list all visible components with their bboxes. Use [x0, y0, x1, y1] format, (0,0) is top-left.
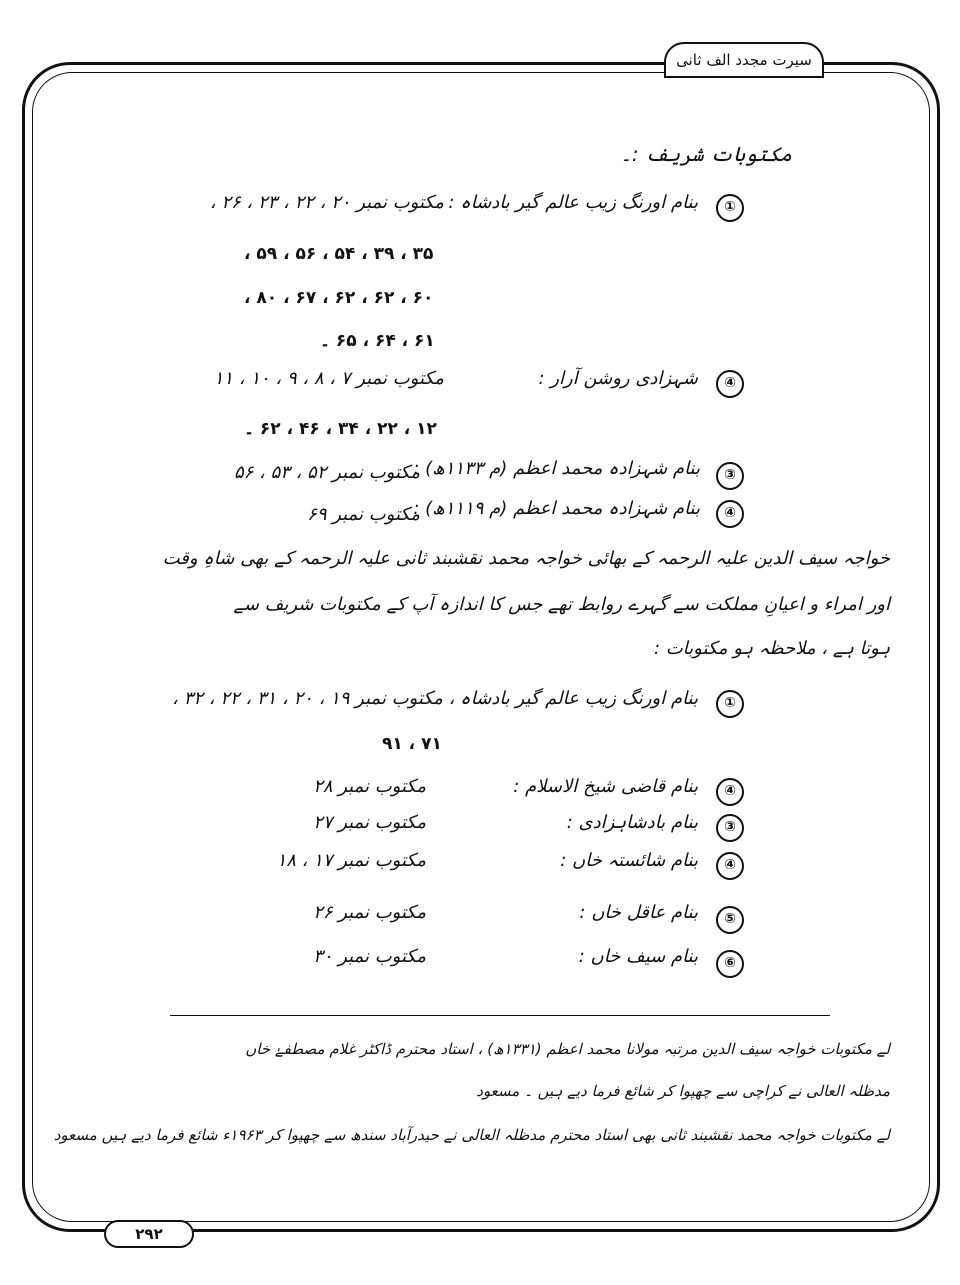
list2-num-1: ① — [716, 690, 744, 718]
paragraph-line-2: اور امراء و اعیانِ مملکت سے گہرے روابط تھے جس کا اندازہ آپ کے مکتوبات شریف سے — [233, 594, 890, 615]
list1-cont-2: ۶۰ ، ۶۲ ، ۶۲ ، ۶۷ ، ۸۰ ، — [244, 288, 434, 308]
list2-ref-5: مکتوب نمبر ۲۶ — [313, 902, 426, 923]
running-header-title: سیرت مجدد الف ثانی — [676, 51, 812, 69]
page-number — [104, 1220, 194, 1248]
footnote-2: لے مکتوبات خواجہ محمد نقشبند ثانی بھی استاد محترم مدظلہ العالی نے حیدرآباد سندھ سے چھپوا کر ۱۹۶۳ء شائع فرما دیے ہیں مسعود — [53, 1126, 890, 1144]
list1-cont-4: ۱۲ ، ۲۲ ، ۳۴ ، ۴۶ ، ۶۲ ۔ — [244, 419, 437, 439]
list2-label-1: بنام اورنگ زیب عالم گیر بادشاہ ، مکتوب نمبر ۱۹ ، ۲۰ ، ۳۱ ، ۲۲ ، ۳۲ ، — [172, 688, 698, 709]
list2-num-3: ③ — [716, 814, 744, 842]
footnote-divider — [170, 1015, 830, 1016]
list1-label-1: بنام اورنگ زیب عالم گیر بادشاہ : — [448, 192, 698, 213]
list1-num-2: ④ — [716, 370, 744, 398]
list2-label-2: بنام قاضی شیخ الاسلام : — [513, 776, 698, 797]
list1-ref-3: مکتوب نمبر ۵۲ ، ۵۳ ، ۵۶ — [233, 462, 420, 483]
footnote-1-line-2: مدظلہ العالی نے کراچی سے چھپوا کر شائع فرما دیے ہیں ۔ مسعود — [476, 1082, 890, 1100]
section-title: مکتوبات شریف :۔ — [620, 142, 792, 166]
page-number-text: ۲۹۲ — [135, 1225, 163, 1243]
list2-ref-2: مکتوب نمبر ۲۸ — [313, 776, 426, 797]
list2-num-6: ⑥ — [716, 950, 744, 978]
list2-num-4: ④ — [716, 852, 744, 880]
list1-num-4: ④ — [716, 500, 744, 528]
list2-ref-4: مکتوب نمبر ۱۷ ، ۱۸ — [276, 850, 426, 871]
running-header — [664, 42, 824, 78]
list2-label-5: بنام عاقل خاں : — [579, 902, 698, 923]
list2-ref-6: مکتوب نمبر ۳۰ — [313, 946, 426, 967]
list2-label-3: بنام بادشاہزادی : — [566, 812, 698, 833]
list2-label-6: بنام سیف خاں : — [578, 946, 698, 967]
list2-num-2: ④ — [716, 778, 744, 806]
list2-cont: ۷۱ ، ۹۱ — [382, 734, 442, 754]
list1-label-2: شہزادی روشن آرار : — [538, 368, 698, 389]
list1-num-3: ③ — [716, 462, 744, 490]
list1-label-4: بنام شہزادہ محمد اعظم (م ۱۱۱۹ھ) : — [413, 498, 700, 519]
footnote-1-line-1: لے مکتوبات خواجہ سیف الدین مرتبہ مولانا محمد اعظم (۱۳۳۱ھ) ، استاد محترم ڈاکٹر غلام مصطفےٰ خاں — [245, 1040, 890, 1058]
list2-num-5: ⑤ — [716, 906, 744, 934]
list1-cont-1: ۳۵ ، ۳۹ ، ۵۴ ، ۵۶ ، ۵۹ ، — [244, 244, 434, 264]
list2-label-4: بنام شائستہ خاں : — [560, 850, 698, 871]
list1-cont-3: ۶۱ ، ۶۴ ، ۶۵ ۔ — [320, 331, 435, 351]
paragraph-line-3: ہوتا ہے ، ملاحظہ ہو مکتوبات : — [653, 638, 890, 659]
paragraph-line-1: خواجہ سیف الدین علیہ الرحمہ کے بھائی خواجہ محمد نقشبند ثانی علیہ الرحمہ کے بھی شاہِ وقت — [162, 548, 890, 569]
list1-label-3: بنام شہزادہ محمد اعظم (م ۱۱۳۳ھ) : — [413, 458, 700, 479]
list1-num-1: ① — [716, 194, 744, 222]
list2-ref-3: مکتوب نمبر ۲۷ — [313, 812, 426, 833]
list1-ref-2: مکتوب نمبر ۷ ، ۸ ، ۹ ، ۱۰ ، ۱۱ — [213, 368, 444, 389]
list1-ref-4: مکتوب نمبر ۶۹ — [307, 504, 420, 525]
list1-ref-1: مکتوب نمبر ۲۰ ، ۲۲ ، ۲۳ ، ۲۶ ، — [209, 192, 444, 213]
